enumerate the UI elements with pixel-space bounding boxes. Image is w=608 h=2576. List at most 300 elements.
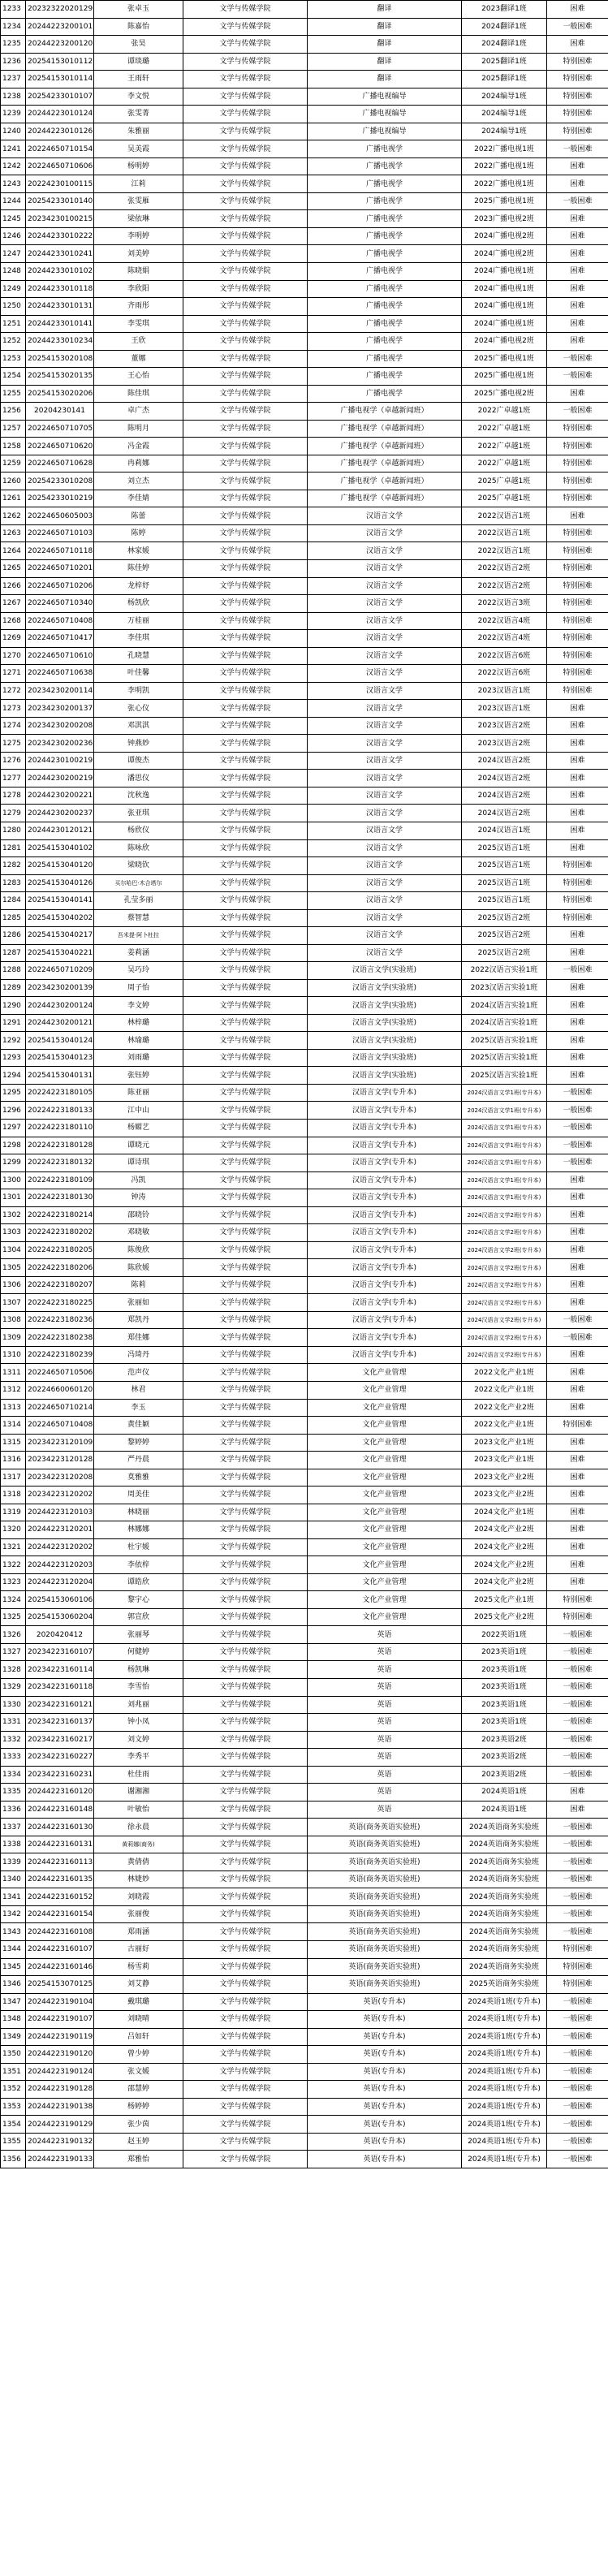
student-id-cell: 20254153010112 bbox=[26, 53, 94, 71]
major-cell: 汉语言文学(专升本) bbox=[308, 1294, 462, 1312]
student-name-cell: 吾米提·阿卜杜拉 bbox=[94, 927, 183, 945]
college-cell: 文学与传媒学院 bbox=[183, 1399, 308, 1417]
row-number-cell: 1339 bbox=[1, 1853, 26, 1871]
difficulty-level-cell: 特别困难 bbox=[547, 682, 608, 700]
difficulty-level-cell: 特别困难 bbox=[547, 612, 608, 630]
major-cell: 英语(商务英语实验班) bbox=[308, 1819, 462, 1836]
class-cell: 2024英语1班(专升本) bbox=[462, 2063, 547, 2081]
student-name-cell: 林瑜璐 bbox=[94, 1032, 183, 1050]
class-cell: 2025文化产业1班 bbox=[462, 1591, 547, 1609]
college-cell: 文学与传媒学院 bbox=[183, 140, 308, 158]
table-row bbox=[1, 1661, 608, 1679]
student-id-cell: 20224223180105 bbox=[26, 1084, 94, 1102]
student-name-cell: 黎宇心 bbox=[94, 1591, 183, 1609]
college-cell: 文学与传媒学院 bbox=[183, 560, 308, 578]
student-id-cell: 20224223180109 bbox=[26, 1171, 94, 1189]
student-id-cell: 20224223180236 bbox=[26, 1311, 94, 1329]
student-id-cell: 20254153040131 bbox=[26, 1067, 94, 1085]
major-cell: 英语 bbox=[308, 1679, 462, 1697]
table-row bbox=[1, 403, 608, 421]
college-cell: 文学与传媒学院 bbox=[183, 1067, 308, 1085]
difficulty-level-cell: 一般困难 bbox=[547, 1731, 608, 1749]
major-cell: 英语(专升本) bbox=[308, 2098, 462, 2116]
class-cell: 2022广播电视1班 bbox=[462, 140, 547, 158]
student-id-cell: 20224223180133 bbox=[26, 1102, 94, 1120]
row-number-cell: 1281 bbox=[1, 839, 26, 857]
student-name-cell: 李文悦 bbox=[94, 88, 183, 106]
major-cell: 英语(专升本) bbox=[308, 2046, 462, 2064]
table-row bbox=[1, 1206, 608, 1224]
college-cell: 文学与传媒学院 bbox=[183, 1819, 308, 1836]
class-cell: 2025广播电视1班 bbox=[462, 368, 547, 386]
student-id-cell: 20234223160217 bbox=[26, 1731, 94, 1749]
row-number-cell: 1346 bbox=[1, 1976, 26, 1994]
college-cell: 文学与传媒学院 bbox=[183, 1417, 308, 1435]
difficulty-level-cell: 一般困难 bbox=[547, 18, 608, 36]
class-cell: 2024英语1班(专升本) bbox=[462, 2116, 547, 2134]
class-cell: 2022汉语言1班 bbox=[462, 542, 547, 560]
college-cell: 文学与传媒学院 bbox=[183, 227, 308, 245]
major-cell: 广播电视学 bbox=[308, 140, 462, 158]
class-cell: 2022汉语言3班 bbox=[462, 595, 547, 613]
college-cell: 文学与传媒学院 bbox=[183, 123, 308, 140]
class-cell: 2024广播电视1班 bbox=[462, 262, 547, 280]
student-name-cell: 范声仪 bbox=[94, 1364, 183, 1382]
class-cell: 2024汉语言文学1班(专升本) bbox=[462, 1120, 547, 1137]
class-cell: 2022汉语言4班 bbox=[462, 630, 547, 648]
student-name-cell: 张丽俊 bbox=[94, 1905, 183, 1923]
college-cell: 文学与传媒学院 bbox=[183, 700, 308, 718]
row-number-cell: 1278 bbox=[1, 787, 26, 805]
difficulty-level-cell: 困难 bbox=[547, 1469, 608, 1486]
row-number-cell: 1264 bbox=[1, 542, 26, 560]
student-name-cell: 张雯菁 bbox=[94, 106, 183, 123]
student-name-cell: 张昊 bbox=[94, 36, 183, 54]
table-row bbox=[1, 822, 608, 839]
class-cell: 2023英语1班 bbox=[462, 1679, 547, 1697]
difficulty-level-cell: 特别困难 bbox=[547, 1958, 608, 1976]
class-cell: 2024英语商务实验班 bbox=[462, 1923, 547, 1941]
college-cell: 文学与传媒学院 bbox=[183, 909, 308, 927]
class-cell: 2024汉语言1班 bbox=[462, 822, 547, 839]
major-cell: 文化产业管理 bbox=[308, 1573, 462, 1591]
student-name-cell: 邵慧婷 bbox=[94, 2081, 183, 2099]
student-name-cell: 谭琰璐 bbox=[94, 53, 183, 71]
difficulty-level-cell: 特别困难 bbox=[547, 857, 608, 875]
major-cell: 汉语言文学(专升本) bbox=[308, 1171, 462, 1189]
college-cell: 文学与传媒学院 bbox=[183, 1452, 308, 1469]
major-cell: 汉语言文学 bbox=[308, 735, 462, 753]
major-cell: 汉语言文学 bbox=[308, 577, 462, 595]
college-cell: 文学与传媒学院 bbox=[183, 1120, 308, 1137]
table-row bbox=[1, 962, 608, 980]
major-cell: 广播电视学 bbox=[308, 333, 462, 351]
student-name-cell: 张卓玉 bbox=[94, 1, 183, 19]
student-name-cell: 杨凯琳 bbox=[94, 1661, 183, 1679]
difficulty-level-cell: 一般困难 bbox=[547, 1714, 608, 1732]
difficulty-level-cell: 一般困难 bbox=[547, 140, 608, 158]
class-cell: 2025广播电视1班 bbox=[462, 350, 547, 368]
major-cell: 文化产业管理 bbox=[308, 1469, 462, 1486]
difficulty-level-cell: 困难 bbox=[547, 1801, 608, 1819]
row-number-cell: 1330 bbox=[1, 1696, 26, 1714]
student-id-cell: 20224223180214 bbox=[26, 1206, 94, 1224]
difficulty-level-cell: 特别困难 bbox=[547, 1417, 608, 1435]
class-cell: 2024英语1班(专升本) bbox=[462, 2081, 547, 2099]
college-cell: 文学与传媒学院 bbox=[183, 280, 308, 298]
table-row bbox=[1, 106, 608, 123]
table-row bbox=[1, 1819, 608, 1836]
row-number-cell: 1287 bbox=[1, 944, 26, 962]
student-name-cell: 张心仪 bbox=[94, 700, 183, 718]
college-cell: 文学与传媒学院 bbox=[183, 507, 308, 525]
table-row bbox=[1, 1364, 608, 1382]
table-row bbox=[1, 1381, 608, 1399]
student-name-cell: 周子怡 bbox=[94, 979, 183, 997]
student-name-cell: 江莉 bbox=[94, 175, 183, 193]
student-name-cell: 杜佳雨 bbox=[94, 1766, 183, 1784]
college-cell: 文学与传媒学院 bbox=[183, 2046, 308, 2064]
table-row bbox=[1, 53, 608, 71]
college-cell: 文学与传媒学院 bbox=[183, 1661, 308, 1679]
student-name-cell: 郑佳娜 bbox=[94, 1329, 183, 1347]
student-id-cell: 20224650710340 bbox=[26, 595, 94, 613]
class-cell: 2024文化产业2班 bbox=[462, 1538, 547, 1556]
difficulty-level-cell: 特别困难 bbox=[547, 892, 608, 910]
college-cell: 文学与传媒学院 bbox=[183, 1224, 308, 1242]
class-cell: 2024英语商务实验班 bbox=[462, 1905, 547, 1923]
difficulty-level-cell: 困难 bbox=[547, 1014, 608, 1032]
student-id-cell: 20244223160108 bbox=[26, 1923, 94, 1941]
student-name-cell: 陈咏欣 bbox=[94, 839, 183, 857]
student-name-cell: 李明婷 bbox=[94, 227, 183, 245]
college-cell: 文学与传媒学院 bbox=[183, 1679, 308, 1697]
major-cell: 英语(专升本) bbox=[308, 1993, 462, 2011]
college-cell: 文学与传媒学院 bbox=[183, 822, 308, 839]
row-number-cell: 1295 bbox=[1, 1084, 26, 1102]
college-cell: 文学与传媒学院 bbox=[183, 18, 308, 36]
student-name-cell: 邓淇淇 bbox=[94, 717, 183, 735]
student-name-cell: 赵玉婷 bbox=[94, 2133, 183, 2151]
student-id-cell: 20224223180206 bbox=[26, 1259, 94, 1277]
row-number-cell: 1327 bbox=[1, 1643, 26, 1661]
table-row bbox=[1, 1940, 608, 1958]
table-row bbox=[1, 997, 608, 1015]
difficulty-level-cell: 特别困难 bbox=[547, 1608, 608, 1626]
student-id-cell: 20234223160231 bbox=[26, 1766, 94, 1784]
row-number-cell: 1355 bbox=[1, 2133, 26, 2151]
student-id-cell: 20254153060204 bbox=[26, 1608, 94, 1626]
student-id-cell: 20244223190128 bbox=[26, 2081, 94, 2099]
student-name-cell: 谭俊杰 bbox=[94, 752, 183, 770]
student-name-cell: 陈佳婷 bbox=[94, 560, 183, 578]
college-cell: 文学与传媒学院 bbox=[183, 1154, 308, 1172]
student-name-cell: 潘思仪 bbox=[94, 770, 183, 787]
major-cell: 汉语言文学 bbox=[308, 944, 462, 962]
class-cell: 2024汉语言2班 bbox=[462, 787, 547, 805]
table-row bbox=[1, 1417, 608, 1435]
difficulty-level-cell: 困难 bbox=[547, 1452, 608, 1469]
difficulty-level-cell: 困难 bbox=[547, 805, 608, 822]
row-number-cell: 1301 bbox=[1, 1189, 26, 1207]
table-row bbox=[1, 157, 608, 175]
table-row bbox=[1, 717, 608, 735]
major-cell: 文化产业管理 bbox=[308, 1452, 462, 1469]
class-cell: 2024编导1班 bbox=[462, 88, 547, 106]
student-name-cell: 李欣阳 bbox=[94, 280, 183, 298]
student-name-cell: 叶敏怡 bbox=[94, 1801, 183, 1819]
row-number-cell: 1238 bbox=[1, 88, 26, 106]
class-cell: 2022文化产业1班 bbox=[462, 1381, 547, 1399]
student-name-cell: 沈秋逸 bbox=[94, 787, 183, 805]
major-cell: 汉语言文学(专升本) bbox=[308, 1154, 462, 1172]
difficulty-level-cell: 一般困难 bbox=[547, 2081, 608, 2099]
table-row bbox=[1, 1399, 608, 1417]
student-id-cell: 20224650710610 bbox=[26, 647, 94, 665]
major-cell: 英语(专升本) bbox=[308, 2011, 462, 2029]
college-cell: 文学与传媒学院 bbox=[183, 1573, 308, 1591]
row-number-cell: 1349 bbox=[1, 2028, 26, 2046]
student-id-cell: 20234223160107 bbox=[26, 1643, 94, 1661]
difficulty-level-cell: 困难 bbox=[547, 1, 608, 19]
row-number-cell: 1316 bbox=[1, 1452, 26, 1469]
difficulty-level-cell: 一般困难 bbox=[547, 1626, 608, 1644]
row-number-cell: 1240 bbox=[1, 123, 26, 140]
student-name-cell: 李佳琪 bbox=[94, 630, 183, 648]
student-name-cell: 谭诗琪 bbox=[94, 1154, 183, 1172]
student-name-cell: 万桂丽 bbox=[94, 612, 183, 630]
student-id-cell: 20234230100215 bbox=[26, 210, 94, 228]
student-name-cell: 邵晓铃 bbox=[94, 1206, 183, 1224]
student-name-cell: 杨欣仪 bbox=[94, 822, 183, 839]
class-cell: 2022汉语言4班 bbox=[462, 612, 547, 630]
college-cell: 文学与传媒学院 bbox=[183, 1993, 308, 2011]
class-cell: 2022汉语言实验1班 bbox=[462, 962, 547, 980]
student-name-cell: 郑凯丹 bbox=[94, 1311, 183, 1329]
table-row bbox=[1, 1993, 608, 2011]
difficulty-level-cell: 困难 bbox=[547, 1346, 608, 1364]
class-cell: 2024文化产业1班 bbox=[462, 1504, 547, 1521]
student-id-cell: 20244233010131 bbox=[26, 298, 94, 316]
difficulty-level-cell: 一般困难 bbox=[547, 1137, 608, 1154]
table-row bbox=[1, 1923, 608, 1941]
college-cell: 文学与传媒学院 bbox=[183, 1888, 308, 1906]
row-number-cell: 1279 bbox=[1, 805, 26, 822]
table-row bbox=[1, 1294, 608, 1312]
table-row bbox=[1, 1888, 608, 1906]
college-cell: 文学与传媒学院 bbox=[183, 262, 308, 280]
college-cell: 文学与传媒学院 bbox=[183, 1940, 308, 1958]
student-name-cell: 王欣 bbox=[94, 333, 183, 351]
student-id-cell: 20224223180110 bbox=[26, 1120, 94, 1137]
student-id-cell: 20254153040102 bbox=[26, 839, 94, 857]
table-row bbox=[1, 1626, 608, 1644]
student-id-cell: 20244223160154 bbox=[26, 1905, 94, 1923]
student-id-cell: 20244223190124 bbox=[26, 2063, 94, 2081]
table-row bbox=[1, 857, 608, 875]
row-number-cell: 1256 bbox=[1, 403, 26, 421]
college-cell: 文学与传媒学院 bbox=[183, 210, 308, 228]
table-row bbox=[1, 385, 608, 403]
row-number-cell: 1277 bbox=[1, 770, 26, 787]
row-number-cell: 1352 bbox=[1, 2081, 26, 2099]
student-id-cell: 20254153060106 bbox=[26, 1591, 94, 1609]
class-cell: 2024文化产业2班 bbox=[462, 1521, 547, 1539]
student-name-cell: 陈蕾 bbox=[94, 507, 183, 525]
college-cell: 文学与传媒学院 bbox=[183, 682, 308, 700]
difficulty-level-cell: 困难 bbox=[547, 1259, 608, 1277]
college-cell: 文学与传媒学院 bbox=[183, 1714, 308, 1732]
student-id-cell: 20254233010140 bbox=[26, 192, 94, 210]
class-cell: 2022文化产业1班 bbox=[462, 1364, 547, 1382]
difficulty-level-cell: 一般困难 bbox=[547, 1853, 608, 1871]
college-cell: 文学与传媒学院 bbox=[183, 647, 308, 665]
major-cell: 英语 bbox=[308, 1643, 462, 1661]
major-cell: 英语(专升本) bbox=[308, 2028, 462, 2046]
student-name-cell: 江中山 bbox=[94, 1102, 183, 1120]
row-number-cell: 1331 bbox=[1, 1714, 26, 1732]
row-number-cell: 1253 bbox=[1, 350, 26, 368]
major-cell: 汉语言文学 bbox=[308, 857, 462, 875]
student-id-cell: 20244223160107 bbox=[26, 1940, 94, 1958]
class-cell: 2024英语1班(专升本) bbox=[462, 2011, 547, 2029]
student-id-cell: 20244223190138 bbox=[26, 2098, 94, 2116]
college-cell: 文学与传媒学院 bbox=[183, 455, 308, 472]
college-cell: 文学与传媒学院 bbox=[183, 245, 308, 263]
table-row bbox=[1, 1556, 608, 1574]
class-cell: 2025汉语言2班 bbox=[462, 909, 547, 927]
difficulty-level-cell: 困难 bbox=[547, 210, 608, 228]
row-number-cell: 1235 bbox=[1, 36, 26, 54]
class-cell: 2024汉语言文学2班(专升本) bbox=[462, 1276, 547, 1294]
table-row bbox=[1, 1749, 608, 1767]
table-row bbox=[1, 1504, 608, 1521]
table-row bbox=[1, 1014, 608, 1032]
table-row bbox=[1, 612, 608, 630]
table-row bbox=[1, 1084, 608, 1102]
major-cell: 汉语言文学 bbox=[308, 665, 462, 683]
table-row bbox=[1, 1836, 608, 1853]
difficulty-level-cell: 困难 bbox=[547, 1189, 608, 1207]
student-name-cell: 林梓璐 bbox=[94, 1014, 183, 1032]
student-name-cell: 李文婷 bbox=[94, 997, 183, 1015]
student-id-cell: 20244223190104 bbox=[26, 1993, 94, 2011]
student-name-cell: 张丽琴 bbox=[94, 1626, 183, 1644]
major-cell: 文化产业管理 bbox=[308, 1434, 462, 1452]
table-row bbox=[1, 315, 608, 333]
class-cell: 2022汉语言1班 bbox=[462, 507, 547, 525]
class-cell: 2024汉语言文学2班(专升本) bbox=[462, 1311, 547, 1329]
difficulty-level-cell: 一般困难 bbox=[547, 1154, 608, 1172]
table-row bbox=[1, 1224, 608, 1242]
major-cell: 文化产业管理 bbox=[308, 1538, 462, 1556]
college-cell: 文学与传媒学院 bbox=[183, 2028, 308, 2046]
student-id-cell: 20254153040202 bbox=[26, 909, 94, 927]
student-name-cell: 买尔哈巴·木合塔尔 bbox=[94, 874, 183, 892]
student-name-cell: 刘晓晴 bbox=[94, 2011, 183, 2029]
college-cell: 文学与传媒学院 bbox=[183, 892, 308, 910]
row-number-cell: 1336 bbox=[1, 1801, 26, 1819]
student-name-cell: 李明凯 bbox=[94, 682, 183, 700]
row-number-cell: 1297 bbox=[1, 1120, 26, 1137]
row-number-cell: 1314 bbox=[1, 1417, 26, 1435]
class-cell: 2023英语2班 bbox=[462, 1731, 547, 1749]
class-cell: 2024英语商务实验班 bbox=[462, 1871, 547, 1888]
row-number-cell: 1276 bbox=[1, 752, 26, 770]
college-cell: 文学与传媒学院 bbox=[183, 175, 308, 193]
student-id-cell: 20244223160120 bbox=[26, 1784, 94, 1801]
student-id-cell: 20224650710206 bbox=[26, 577, 94, 595]
row-number-cell: 1348 bbox=[1, 2011, 26, 2029]
table-row bbox=[1, 1154, 608, 1172]
difficulty-level-cell: 特别困难 bbox=[547, 438, 608, 455]
table-row bbox=[1, 420, 608, 438]
difficulty-level-cell: 特别困难 bbox=[547, 874, 608, 892]
major-cell: 汉语言文学 bbox=[308, 787, 462, 805]
student-name-cell: 谭晓元 bbox=[94, 1137, 183, 1154]
college-cell: 文学与传媒学院 bbox=[183, 1853, 308, 1871]
student-name-cell: 刘雨璐 bbox=[94, 1049, 183, 1067]
college-cell: 文学与传媒学院 bbox=[183, 1784, 308, 1801]
row-number-cell: 1246 bbox=[1, 227, 26, 245]
student-id-cell: 20254153040141 bbox=[26, 892, 94, 910]
difficulty-level-cell: 特别困难 bbox=[547, 542, 608, 560]
major-cell: 汉语言文学 bbox=[308, 874, 462, 892]
student-name-cell: 郭宣欣 bbox=[94, 1608, 183, 1626]
row-number-cell: 1323 bbox=[1, 1573, 26, 1591]
row-number-cell: 1345 bbox=[1, 1958, 26, 1976]
college-cell: 文学与传媒学院 bbox=[183, 1294, 308, 1312]
class-cell: 2022广卓越1班 bbox=[462, 420, 547, 438]
college-cell: 文学与传媒学院 bbox=[183, 1102, 308, 1120]
class-cell: 2024汉语言文学2班(专升本) bbox=[462, 1329, 547, 1347]
difficulty-level-cell: 特别困难 bbox=[547, 595, 608, 613]
difficulty-level-cell: 特别困难 bbox=[547, 630, 608, 648]
student-id-cell: 20244223160131 bbox=[26, 1836, 94, 1853]
class-cell: 2023汉语言2班 bbox=[462, 717, 547, 735]
row-number-cell: 1320 bbox=[1, 1521, 26, 1539]
difficulty-level-cell: 一般困难 bbox=[547, 1871, 608, 1888]
row-number-cell: 1328 bbox=[1, 1661, 26, 1679]
table-row bbox=[1, 245, 608, 263]
row-number-cell: 1341 bbox=[1, 1888, 26, 1906]
table-row bbox=[1, 1853, 608, 1871]
student-name-cell: 杨明婷 bbox=[94, 157, 183, 175]
difficulty-level-cell: 一般困难 bbox=[547, 1993, 608, 2011]
row-number-cell: 1268 bbox=[1, 612, 26, 630]
difficulty-level-cell: 困难 bbox=[547, 979, 608, 997]
class-cell: 2024广播电视1班 bbox=[462, 298, 547, 316]
major-cell: 汉语言文学 bbox=[308, 822, 462, 839]
college-cell: 文学与传媒学院 bbox=[183, 1032, 308, 1050]
student-id-cell: 20244233010222 bbox=[26, 227, 94, 245]
student-name-cell: 张少茵 bbox=[94, 2116, 183, 2134]
major-cell: 翻译 bbox=[308, 36, 462, 54]
major-cell: 汉语言文学 bbox=[308, 909, 462, 927]
student-id-cell: 20244233010234 bbox=[26, 333, 94, 351]
class-cell: 2023汉语言1班 bbox=[462, 682, 547, 700]
major-cell: 汉语言文学(专升本) bbox=[308, 1084, 462, 1102]
major-cell: 英语(商务英语实验班) bbox=[308, 1923, 462, 1941]
college-cell: 文学与传媒学院 bbox=[183, 1084, 308, 1102]
row-number-cell: 1283 bbox=[1, 874, 26, 892]
difficulty-level-cell: 一般困难 bbox=[547, 1905, 608, 1923]
row-number-cell: 1335 bbox=[1, 1784, 26, 1801]
student-name-cell: 陈明月 bbox=[94, 420, 183, 438]
college-cell: 文学与传媒学院 bbox=[183, 1329, 308, 1347]
major-cell: 文化产业管理 bbox=[308, 1521, 462, 1539]
student-id-cell: 20224223180207 bbox=[26, 1276, 94, 1294]
